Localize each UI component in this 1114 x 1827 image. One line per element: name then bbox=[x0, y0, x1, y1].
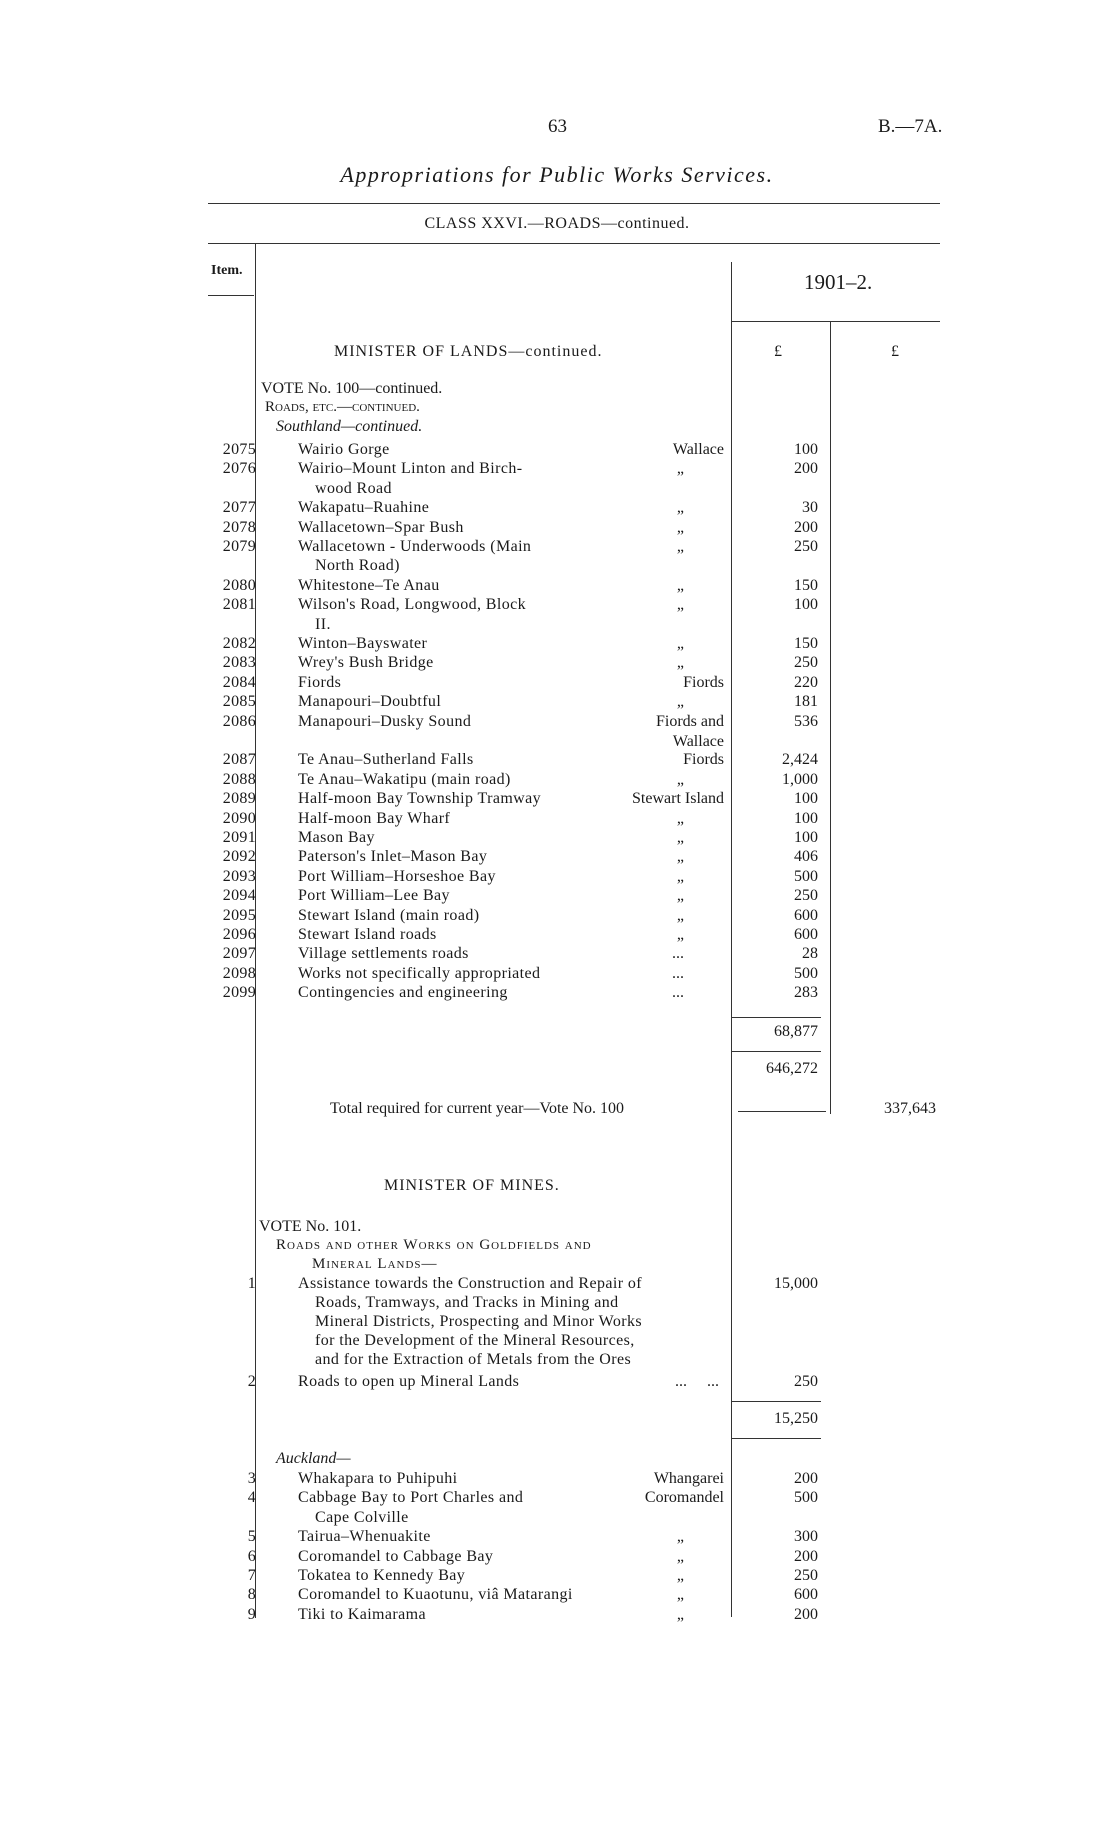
item-description: Tairua–Whenuakite bbox=[298, 1528, 431, 1546]
item-underline bbox=[208, 295, 254, 296]
item-description: Paterson's Inlet–Mason Bay bbox=[298, 848, 488, 866]
item-description: Village settlements roads bbox=[298, 945, 469, 963]
item-number: 2076 bbox=[222, 460, 256, 478]
item-description: Coromandel to Cabbage Bay bbox=[298, 1547, 494, 1565]
item-amount: 536 bbox=[794, 712, 818, 730]
table-row-cont bbox=[0, 1350, 1114, 1370]
item-number: 7 bbox=[247, 1567, 256, 1584]
table-row bbox=[0, 440, 1114, 460]
table-row bbox=[0, 925, 1114, 945]
class-title: CLASS XXVI.—ROADS—continued. bbox=[424, 215, 690, 232]
item-description: Fiords bbox=[298, 673, 342, 691]
item-number: 2091 bbox=[222, 829, 256, 846]
item-description: wood Road bbox=[315, 479, 392, 497]
table-row bbox=[0, 459, 1114, 479]
item-number: 9 bbox=[247, 1605, 256, 1623]
item-description: for the Development of the Mineral Resources, bbox=[315, 1332, 635, 1349]
subtotal-rule bbox=[731, 1401, 821, 1402]
subtotal-amount: 646,272 bbox=[766, 1060, 818, 1077]
item-number: 6 bbox=[247, 1547, 256, 1565]
item-number: 2 bbox=[247, 1373, 256, 1390]
item-description: Wakapatu–Ruahine bbox=[298, 499, 430, 517]
item-description: Wrey's Bush Bridge bbox=[298, 654, 434, 672]
item-location: Coromandel bbox=[644, 1489, 724, 1507]
item-number: 2099 bbox=[222, 984, 256, 1002]
item-amount: 600 bbox=[794, 926, 818, 943]
item-location: „ bbox=[676, 848, 684, 866]
item-location: ... bbox=[672, 964, 684, 982]
currency-symbol: £ bbox=[891, 343, 899, 360]
item-description: Wairio Gorge bbox=[298, 441, 390, 458]
item-description: Roads to open up Mineral Lands bbox=[298, 1373, 520, 1390]
table-row bbox=[0, 750, 1114, 770]
table-row bbox=[0, 537, 1114, 557]
table-row-cont bbox=[0, 1293, 1114, 1313]
item-description: Contingencies and engineering bbox=[298, 984, 508, 1002]
table-row bbox=[0, 518, 1114, 538]
item-amount: 500 bbox=[794, 867, 818, 885]
item-amount: 150 bbox=[794, 576, 818, 594]
roads-subheading: Roads, etc.—continued. bbox=[265, 399, 420, 415]
subtotal-amount: 15,250 bbox=[774, 1410, 818, 1427]
item-location: „ bbox=[676, 518, 684, 536]
item-location: „ bbox=[676, 887, 684, 905]
item-location: „ bbox=[676, 576, 684, 594]
item-description: Wallacetown–Spar Bush bbox=[298, 518, 464, 536]
table-row bbox=[0, 1274, 1114, 1294]
table-row-cont bbox=[0, 1312, 1114, 1332]
item-location: „ bbox=[676, 829, 684, 846]
table-row bbox=[0, 944, 1114, 964]
item-description: Mineral Districts, Prospecting and Minor Works bbox=[315, 1313, 643, 1330]
item-number: 2079 bbox=[222, 538, 256, 555]
table-row bbox=[0, 1547, 1114, 1567]
item-location: ... bbox=[672, 984, 684, 1002]
item-amount: 181 bbox=[794, 693, 818, 711]
item-location: Fiords and Wallace bbox=[656, 712, 724, 750]
table-row bbox=[0, 906, 1114, 926]
item-amount: 100 bbox=[794, 829, 818, 846]
subtotal-rule bbox=[731, 1051, 821, 1052]
item-number: 2094 bbox=[222, 887, 256, 905]
item-number: 1 bbox=[247, 1275, 256, 1292]
table-row bbox=[0, 1566, 1114, 1586]
item-location: Stewart Island bbox=[632, 790, 724, 808]
table-row bbox=[0, 692, 1114, 712]
table-row bbox=[0, 770, 1114, 790]
item-location: Fiords bbox=[683, 751, 724, 769]
table-row bbox=[0, 964, 1114, 984]
roads-subheading-cont: Mineral Lands— bbox=[312, 1256, 438, 1272]
item-location: „ bbox=[676, 693, 684, 711]
item-location: „ bbox=[676, 1605, 684, 1623]
item-number: 2087 bbox=[222, 751, 256, 769]
item-description: Tiki to Kaimarama bbox=[298, 1605, 426, 1623]
item-location: „ bbox=[676, 867, 684, 885]
table-row bbox=[0, 1488, 1114, 1508]
subtotal-amount: 68,877 bbox=[774, 1023, 818, 1040]
item-amount: 600 bbox=[794, 1586, 818, 1604]
item-number: 8 bbox=[247, 1586, 256, 1604]
item-number: 2081 bbox=[222, 596, 256, 614]
item-description: Stewart Island roads bbox=[298, 926, 437, 943]
table-row bbox=[0, 673, 1114, 693]
item-amount: 283 bbox=[794, 984, 818, 1002]
table-row bbox=[0, 847, 1114, 867]
item-amount: 220 bbox=[794, 673, 818, 691]
item-description: Port William–Lee Bay bbox=[298, 887, 450, 905]
section-heading-lands: MINISTER OF LANDS—continued. bbox=[334, 343, 603, 360]
subtotal-rule bbox=[731, 1017, 821, 1018]
divider bbox=[208, 203, 940, 204]
table-row bbox=[0, 576, 1114, 596]
item-amount: 250 bbox=[794, 1567, 818, 1584]
item-amount: 600 bbox=[794, 906, 818, 924]
item-location: „ bbox=[676, 926, 684, 943]
item-description: Wairio–Mount Linton and Birch- bbox=[298, 460, 523, 478]
table-row bbox=[0, 498, 1114, 518]
item-number: 2086 bbox=[222, 712, 256, 730]
section-heading-mines: MINISTER OF MINES. bbox=[384, 1177, 560, 1194]
currency-symbol: £ bbox=[774, 343, 782, 360]
table-row bbox=[0, 983, 1114, 1003]
item-location: „ bbox=[676, 906, 684, 924]
item-column-header: Item. bbox=[211, 263, 243, 278]
item-description: Coromandel to Kuaotunu, viâ Matarangi bbox=[298, 1586, 573, 1604]
page-number: 63 bbox=[548, 116, 567, 137]
item-amount: 200 bbox=[794, 1605, 818, 1623]
item-amount: 2,424 bbox=[782, 751, 818, 769]
item-location: „ bbox=[676, 635, 684, 652]
item-description: Half-moon Bay Township Tramway bbox=[298, 790, 542, 808]
item-description: Tokatea to Kennedy Bay bbox=[298, 1567, 466, 1584]
item-number: 2097 bbox=[222, 945, 256, 963]
item-description: Half-moon Bay Wharf bbox=[298, 809, 451, 827]
item-amount: 250 bbox=[794, 1373, 818, 1390]
item-number: 2096 bbox=[222, 926, 256, 943]
item-description: Wallacetown - Underwoods (Main bbox=[298, 538, 532, 555]
item-amount: 28 bbox=[802, 945, 818, 963]
item-number: 2090 bbox=[222, 809, 256, 827]
item-amount: 200 bbox=[794, 460, 818, 478]
item-number: 2077 bbox=[222, 499, 256, 517]
item-number: 2075 bbox=[222, 441, 256, 458]
table-row-cont bbox=[0, 556, 1114, 576]
table-row bbox=[0, 595, 1114, 615]
table-row bbox=[0, 809, 1114, 829]
item-description: Roads, Tramways, and Tracks in Mining and bbox=[315, 1294, 619, 1311]
item-location: Fiords bbox=[683, 673, 724, 691]
item-amount: 200 bbox=[794, 1470, 818, 1487]
document-reference: B.—7A. bbox=[878, 116, 943, 137]
item-amount: 100 bbox=[794, 790, 818, 808]
item-location: „ bbox=[676, 809, 684, 827]
item-description: Manapouri–Dusky Sound bbox=[298, 712, 472, 730]
table-row-cont bbox=[0, 615, 1114, 635]
table-row bbox=[0, 1372, 1114, 1392]
dash-rule bbox=[738, 1111, 826, 1112]
item-number: 2092 bbox=[222, 848, 256, 866]
item-number: 2088 bbox=[222, 770, 256, 788]
item-description: Mason Bay bbox=[298, 829, 375, 846]
item-description: Stewart Island (main road) bbox=[298, 906, 480, 924]
item-description: Manapouri–Doubtful bbox=[298, 693, 442, 711]
region-heading: Auckland— bbox=[276, 1450, 351, 1467]
year-column-header: 1901–2. bbox=[804, 270, 873, 294]
item-description: North Road) bbox=[315, 557, 400, 575]
item-amount: 500 bbox=[794, 964, 818, 982]
item-location: „ bbox=[676, 654, 684, 672]
item-location: „ bbox=[676, 596, 684, 614]
item-number: 2085 bbox=[222, 693, 256, 711]
item-number: 2078 bbox=[222, 518, 256, 536]
region-heading: Southland—continued. bbox=[276, 418, 423, 435]
item-amount: 300 bbox=[794, 1528, 818, 1546]
total-required-label: Total required for current year—Vote No. 100 bbox=[330, 1100, 625, 1117]
table-row-cont bbox=[0, 479, 1114, 499]
item-number: 2084 bbox=[222, 673, 256, 691]
item-amount: 100 bbox=[794, 596, 818, 614]
item-amount: 100 bbox=[794, 809, 818, 827]
item-description: Assistance towards the Construction and Repair of bbox=[298, 1275, 642, 1292]
item-location: „ bbox=[676, 770, 684, 788]
table-row bbox=[0, 634, 1114, 654]
item-amount: 150 bbox=[794, 635, 818, 652]
divider bbox=[208, 243, 940, 244]
grand-total: 337,643 bbox=[884, 1100, 936, 1117]
item-number: 4 bbox=[247, 1489, 256, 1507]
item-description: Winton–Bayswater bbox=[298, 635, 428, 652]
item-location: ... bbox=[672, 945, 684, 963]
item-location: Whangarei bbox=[653, 1470, 724, 1487]
item-amount: 250 bbox=[794, 654, 818, 672]
item-description: II. bbox=[315, 615, 331, 633]
item-number: 2080 bbox=[222, 576, 256, 594]
table-row bbox=[0, 886, 1114, 906]
vote-heading: VOTE No. 100—continued. bbox=[261, 380, 443, 397]
item-description: and for the Extraction of Metals from the Ores bbox=[315, 1351, 632, 1368]
page-title: Appropriations for Public Works Services. bbox=[340, 162, 774, 187]
item-location: „ bbox=[676, 1567, 684, 1584]
table-row bbox=[0, 828, 1114, 848]
item-description: Port William–Horseshoe Bay bbox=[298, 867, 496, 885]
item-location: „ bbox=[676, 499, 684, 517]
item-description: Whitestone–Te Anau bbox=[298, 576, 440, 594]
item-amount: 100 bbox=[794, 441, 818, 458]
item-location: „ bbox=[676, 1528, 684, 1546]
table-row bbox=[0, 712, 1114, 750]
item-number: 2095 bbox=[222, 906, 256, 924]
item-location: „ bbox=[676, 1547, 684, 1565]
item-location: Wallace bbox=[672, 441, 724, 458]
item-location: „ bbox=[676, 538, 684, 555]
table-row bbox=[0, 789, 1114, 809]
roads-subheading: Roads and other Works on Goldfields and bbox=[276, 1237, 592, 1253]
item-number: 2089 bbox=[222, 790, 256, 808]
item-description: Whakapara to Puhipuhi bbox=[298, 1470, 458, 1487]
item-number: 2082 bbox=[222, 635, 256, 652]
table-row bbox=[0, 1527, 1114, 1547]
year-underline bbox=[731, 321, 940, 322]
item-number: 2083 bbox=[222, 654, 256, 672]
vote-heading: VOTE No. 101. bbox=[259, 1218, 362, 1235]
item-number: 2098 bbox=[222, 964, 256, 982]
item-description: Wilson's Road, Longwood, Block bbox=[298, 596, 527, 614]
item-amount: 250 bbox=[794, 538, 818, 555]
table-row bbox=[0, 1585, 1114, 1605]
item-amount: 500 bbox=[794, 1489, 818, 1507]
item-amount: 30 bbox=[802, 499, 818, 517]
table-row bbox=[0, 1469, 1114, 1489]
table-row-cont bbox=[0, 1508, 1114, 1528]
item-amount: 250 bbox=[794, 887, 818, 905]
item-description: Cabbage Bay to Port Charles and bbox=[298, 1489, 524, 1507]
item-amount: 200 bbox=[794, 1547, 818, 1565]
item-amount: 1,000 bbox=[782, 770, 818, 788]
item-description: Works not specifically appropriated bbox=[298, 964, 541, 982]
item-amount: 15,000 bbox=[774, 1275, 818, 1292]
subtotal-rule bbox=[731, 1438, 821, 1439]
item-number: 5 bbox=[247, 1528, 256, 1546]
item-location: „ bbox=[676, 1586, 684, 1604]
table-row bbox=[0, 653, 1114, 673]
item-number: 2093 bbox=[222, 867, 256, 885]
item-location: ... ... bbox=[675, 1373, 719, 1390]
item-location: „ bbox=[676, 460, 684, 478]
item-description: Te Anau–Wakatipu (main road) bbox=[298, 770, 511, 788]
table-row bbox=[0, 1605, 1114, 1625]
item-number: 3 bbox=[247, 1470, 256, 1487]
item-description: Cape Colville bbox=[315, 1508, 409, 1526]
item-amount: 406 bbox=[794, 848, 818, 866]
item-amount: 200 bbox=[794, 518, 818, 536]
item-description: Te Anau–Sutherland Falls bbox=[298, 751, 474, 769]
table-row bbox=[0, 867, 1114, 887]
table-row-cont bbox=[0, 1331, 1114, 1351]
